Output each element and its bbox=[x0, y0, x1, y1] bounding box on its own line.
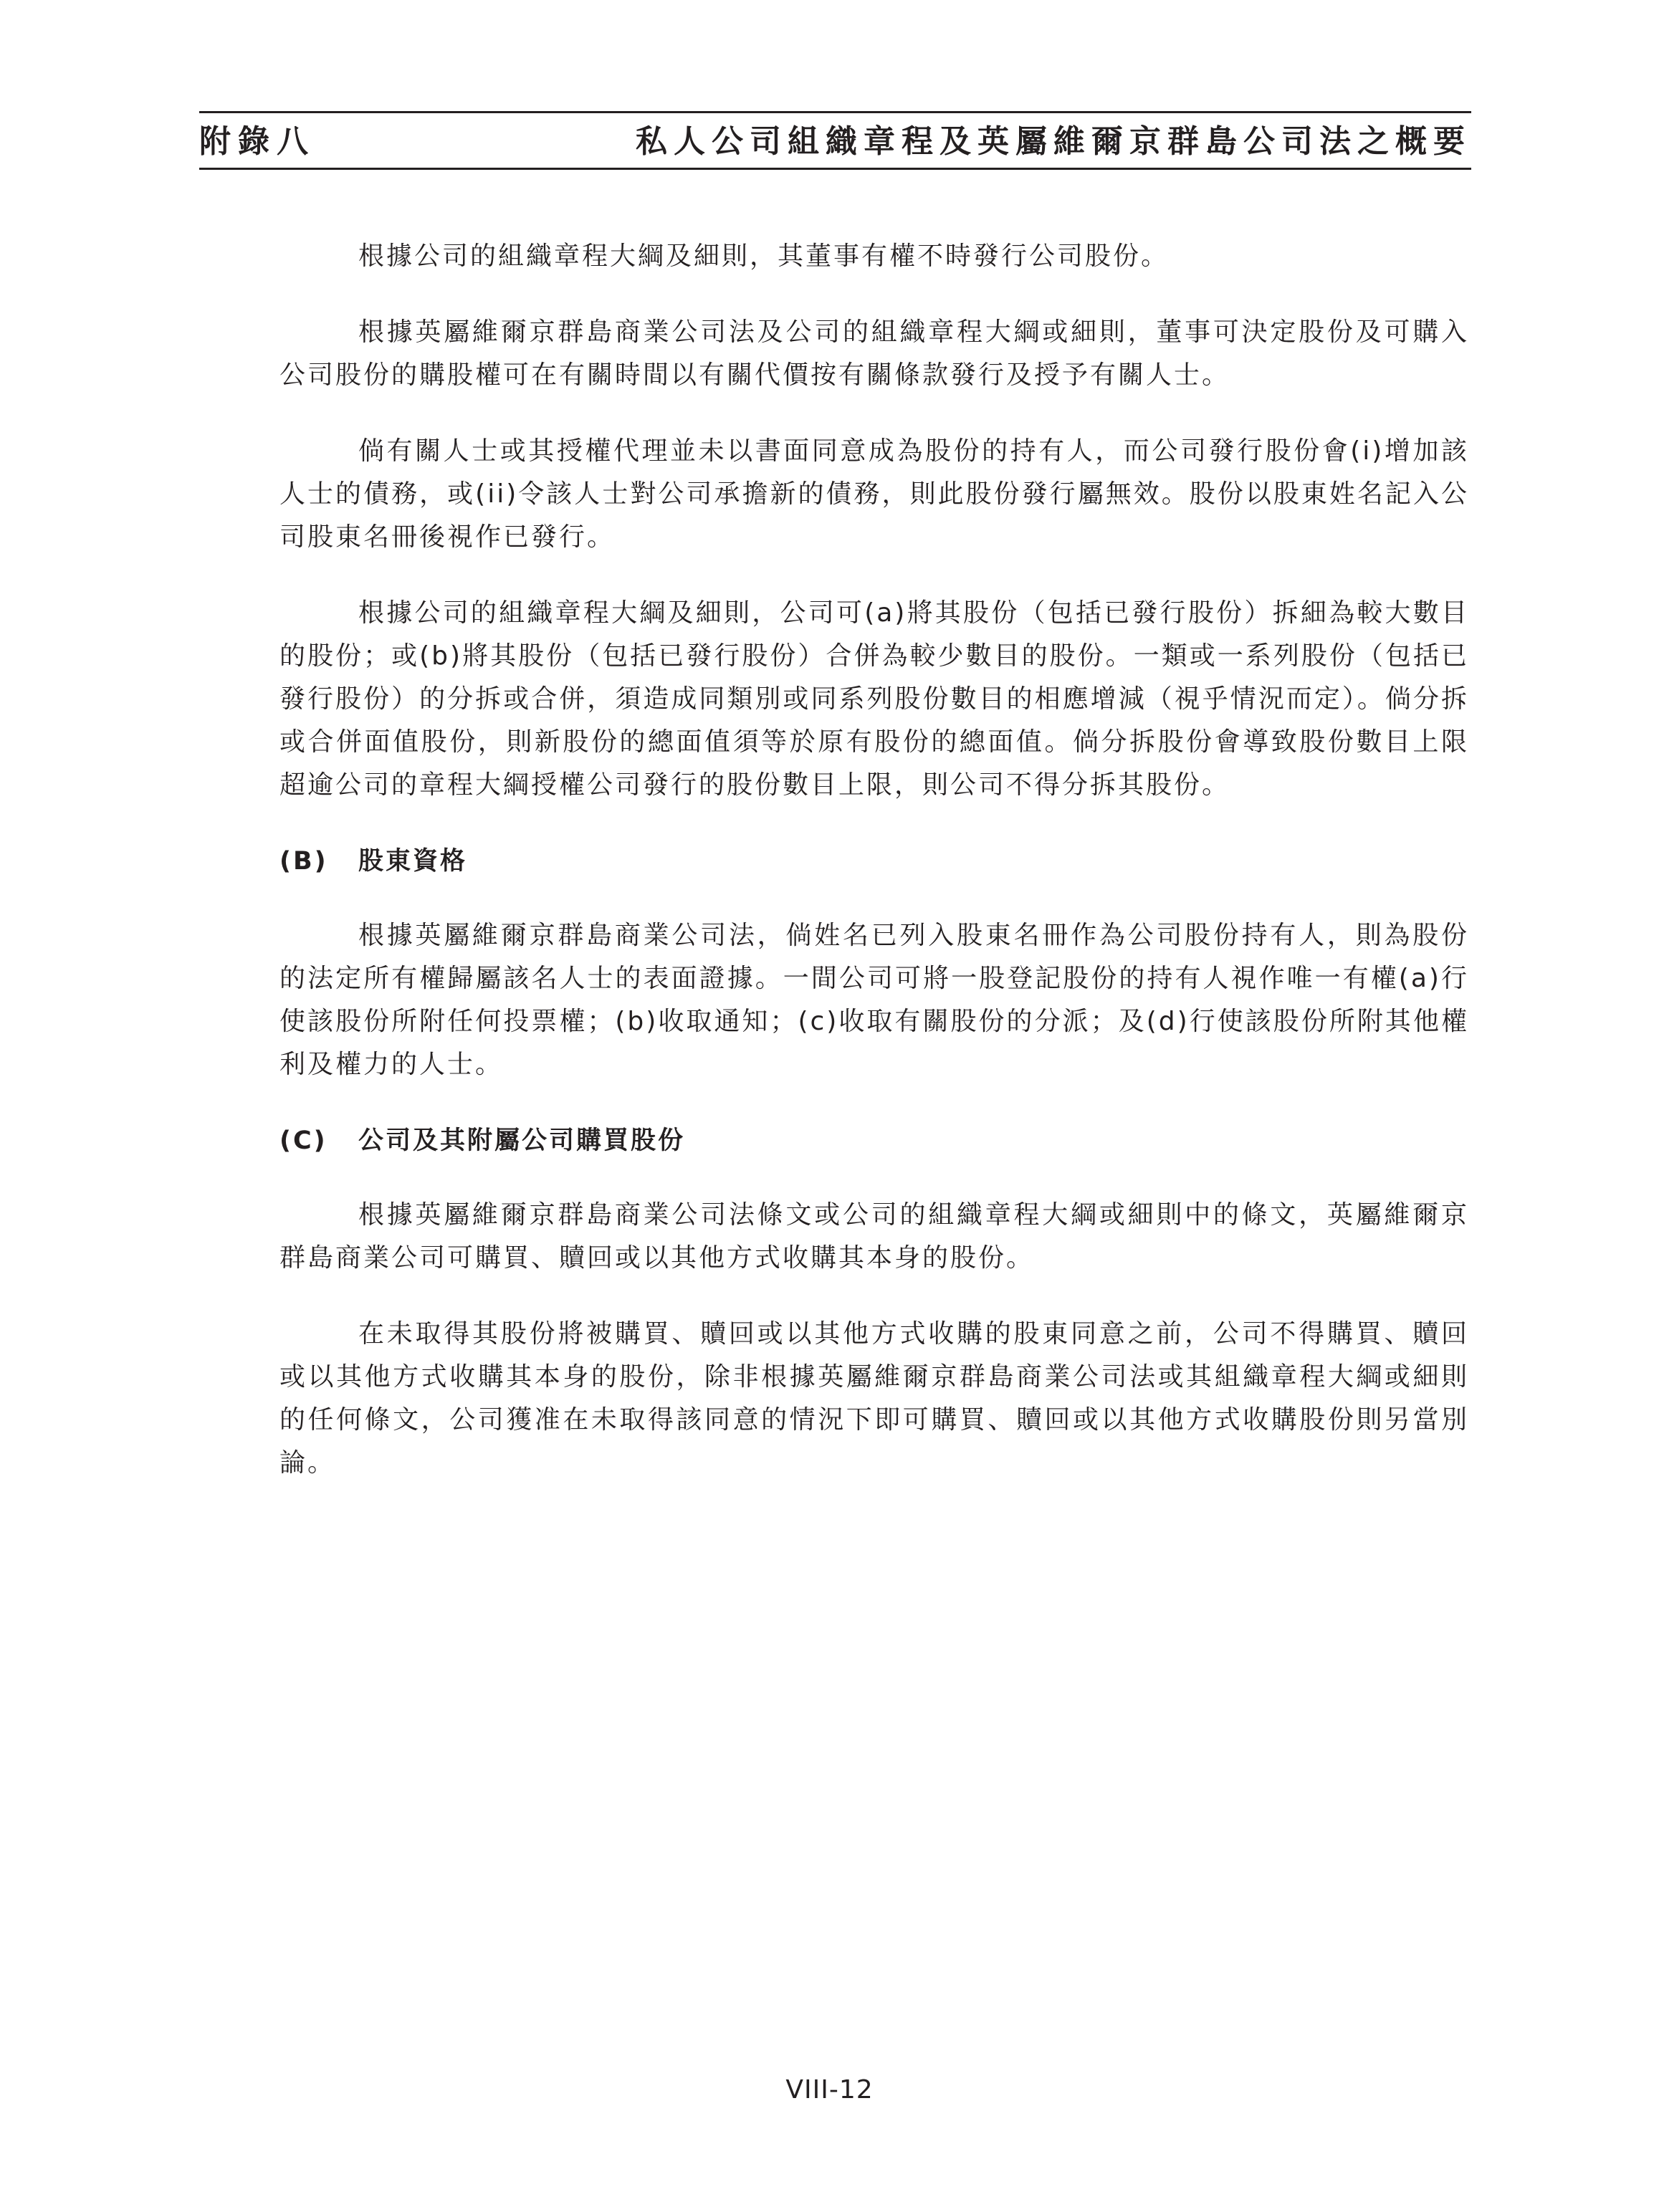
section-heading-c bbox=[279, 1119, 1469, 1162]
page-number: VIII-12 bbox=[785, 2075, 874, 2105]
page-title: 私人公司組織章程及英屬維爾京群島公司法之概要 bbox=[636, 123, 1471, 160]
section-title: 股東資格 bbox=[358, 847, 468, 876]
section-heading-b bbox=[279, 840, 1469, 883]
document-body bbox=[279, 235, 1469, 1518]
section-label: (B) bbox=[279, 847, 328, 876]
paragraph: 根據公司的組織章程大綱及細則，其董事有權不時發行公司股份。 bbox=[358, 241, 1170, 271]
paragraph: 根據英屬維爾京群島商業公司法，倘姓名已列入股東名冊作為公司股份持有人，則為股份的法定所有權歸屬該名人士的表面證據。一間公司可將一股登記股份的持有人視作唯一有權(a)行使該股份所附任何投票權；(b)收取通知；(c)收取有關股份的分派；及(d)行使該股份所附其他權利及權力的人士。 bbox=[279, 921, 1469, 1079]
paragraph: 根據英屬維爾京群島商業公司法條文或公司的組織章程大綱或細則中的條文，英屬維爾京群島商業公司可購買、贖回或以其他方式收購其本身的股份。 bbox=[279, 1200, 1469, 1273]
appendix-label: 附錄八 bbox=[199, 123, 315, 160]
section-title: 公司及其附屬公司購買股份 bbox=[358, 1126, 686, 1155]
page-header bbox=[199, 111, 1471, 170]
paragraph: 倘有關人士或其授權代理並未以書面同意成為股份的持有人，而公司發行股份會(i)增加該人士的債務，或(ii)令該人士對公司承擔新的債務，則此股份發行屬無效。股份以股東姓名記入公司股東名冊後視作已發行。 bbox=[279, 436, 1469, 552]
paragraph: 在未取得其股份將被購買、贖回或以其他方式收購的股東同意之前，公司不得購買、贖回或以其他方式收購其本身的股份，除非根據英屬維爾京群島商業公司法或其組織章程大綱或細則的任何條文，公司獲准在未取得該同意的情況下即可購買、贖回或以其他方式收購股份則另當別論。 bbox=[279, 1319, 1469, 1478]
paragraph: 根據公司的組織章程大綱及細則，公司可(a)將其股份（包括已發行股份）拆細為較大數目的股份；或(b)將其股份（包括已發行股份）合併為較少數目的股份。一類或一系列股份（包括已發行股份）的分拆或合併，須造成同類別或同系列股份數目的相應增減（視乎情況而定）。倘分拆或合併面值股份，則新股份的總面值須等於原有股份的總面值。倘分拆股份會導致股份數目上限超逾公司的章程大綱授權公司發行的股份數目上限，則公司不得分拆其股份。 bbox=[279, 598, 1469, 800]
paragraph: 根據英屬維爾京群島商業公司法及公司的組織章程大綱或細則，董事可決定股份及可購入公司股份的購股權可在有關時間以有關代價按有關條款發行及授予有關人士。 bbox=[279, 317, 1469, 390]
section-label: (C) bbox=[279, 1126, 328, 1155]
